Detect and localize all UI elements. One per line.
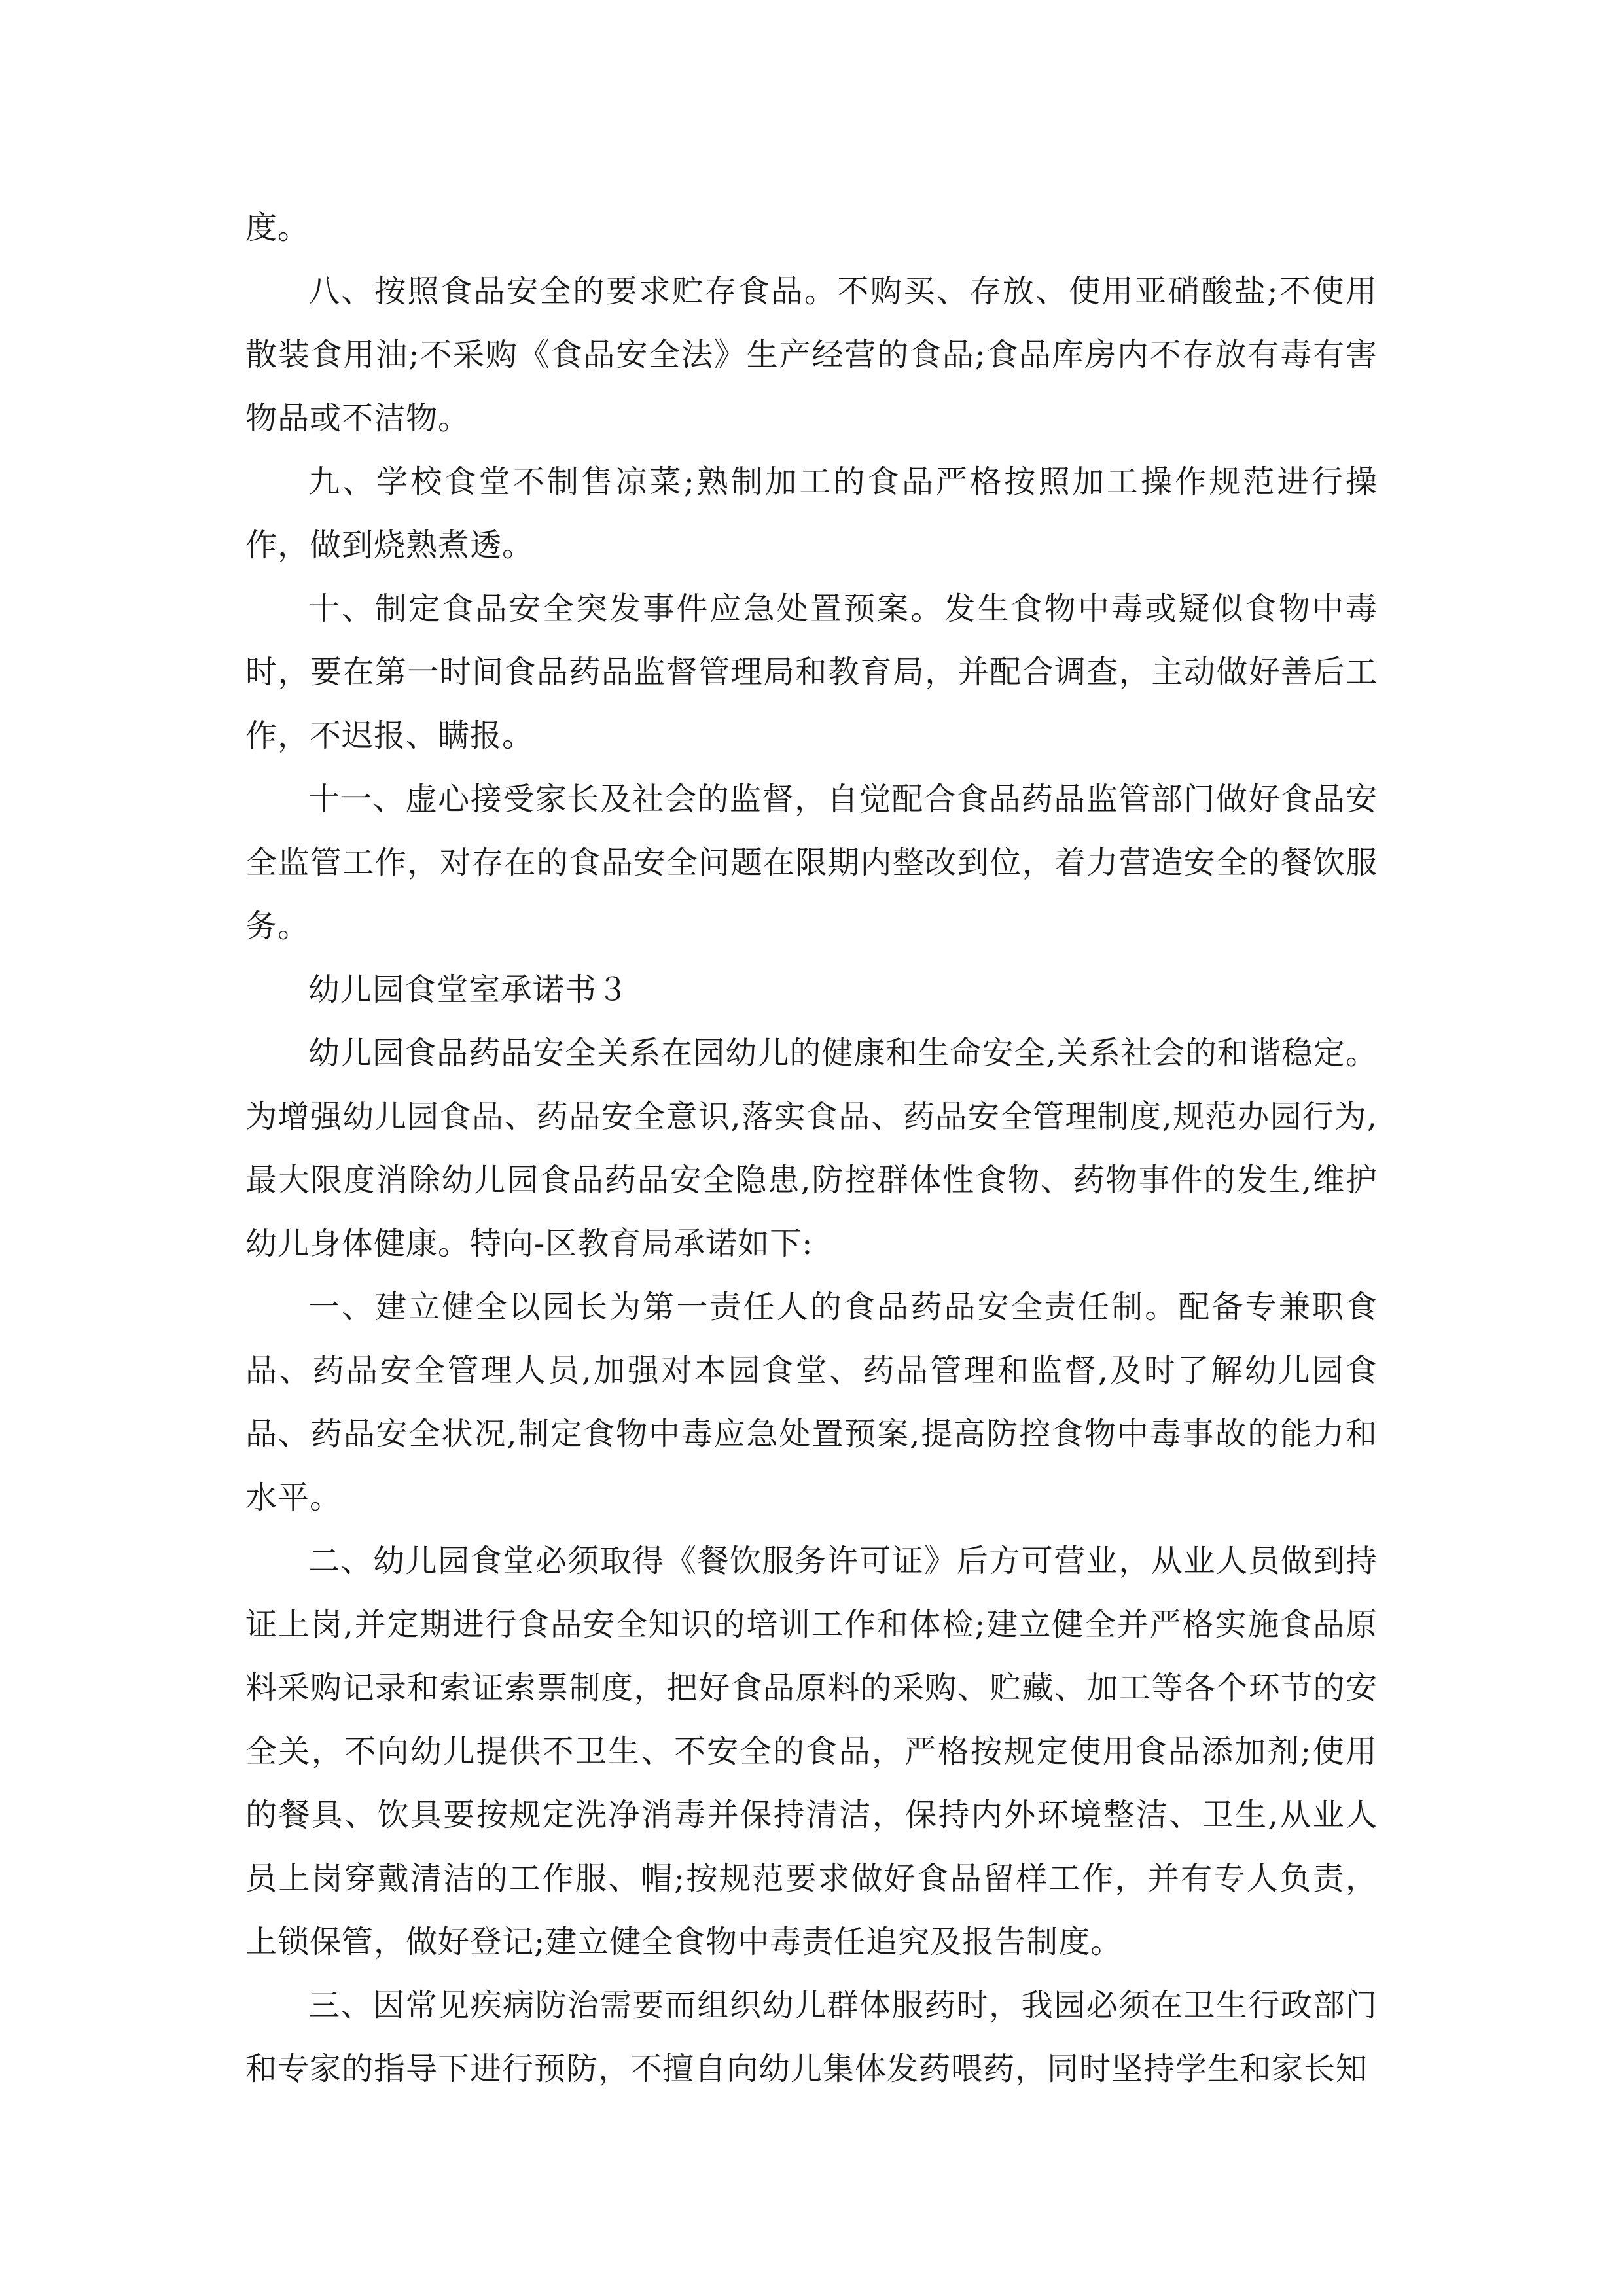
paragraph-item-10: 十、制定食品安全突发事件应急处置预案。发生食物中毒或疑似食物中毒时，要在第一时间食品药品监督管理局和教育局，并配合调查，主动做好善后工作，不迟报、瞒报。 <box>245 590 1378 754</box>
paragraph-intro: 幼儿园食品药品安全关系在园幼儿的健康和生命安全,关系社会的和谐稳定。为增强幼儿园食品、药品安全意识,落实食品、药品安全管理制度,规范办园行为,最大限度消除幼儿园食品药品安全隐患,防控群体性食物、药物事件的发生,维护幼儿身体健康。特向-区教育局承诺如下: <box>245 1035 1378 1262</box>
paragraph-continuation: 度。 <box>245 209 310 246</box>
document-body <box>245 196 1378 2101</box>
section-heading: 幼儿园食堂室承诺书３ <box>308 971 630 1008</box>
paragraph-item-3: 三、因常见疾病防治需要而组织幼儿群体服药时，我园必须在卫生行政部门和专家的指导下进行预防，不擅自向幼儿集体发药喂药，同时坚持学生和家长知 <box>245 1987 1378 2087</box>
paragraph-item-9: 九、学校食堂不制售凉菜;熟制加工的食品严格按照加工操作规范进行操作，做到烧熟煮透。 <box>245 463 1378 564</box>
paragraph-item-11: 十一、虚心接受家长及社会的监督，自觉配合食品药品监管部门做好食品安全监管工作，对存在的食品安全问题在限期内整改到位，着力营造安全的餐饮服务。 <box>245 781 1378 944</box>
paragraph-item-8: 八、按照食品安全的要求贮存食品。不购买、存放、使用亚硝酸盐;不使用散装食用油;不采购《食品安全法》生产经营的食品;食品库房内不存放有毒有害物品或不洁物。 <box>245 273 1378 437</box>
paragraph-item-2: 二、幼儿园食堂必须取得《餐饮服务许可证》后方可营业，从业人员做到持证上岗,并定期进行食品安全知识的培训工作和体检;建立健全并严格实施食品原料采购记录和索证索票制度，把好食品原料的采购、贮藏、加工等各个环节的安全关，不向幼儿提供不卫生、不安全的食品，严格按规定使用食品添加剂;使用的餐具、饮具要按规定洗净消毒并保持清洁，保持内外环境整洁、卫生,从业人员上岗穿戴清洁的工作服、帽;按规范要求做好食品留样工作，并有专人负责，上锁保管，做好登记;建立健全食物中毒责任追究及报告制度。 <box>245 1543 1378 1960</box>
paragraph-item-1: 一、建立健全以园长为第一责任人的食品药品安全责任制。配备专兼职食品、药品安全管理人员,加强对本园食堂、药品管理和监督,及时了解幼儿园食品、药品安全状况,制定食物中毒应急处置预案,提高防控食物中毒事故的能力和水平。 <box>245 1289 1378 1516</box>
